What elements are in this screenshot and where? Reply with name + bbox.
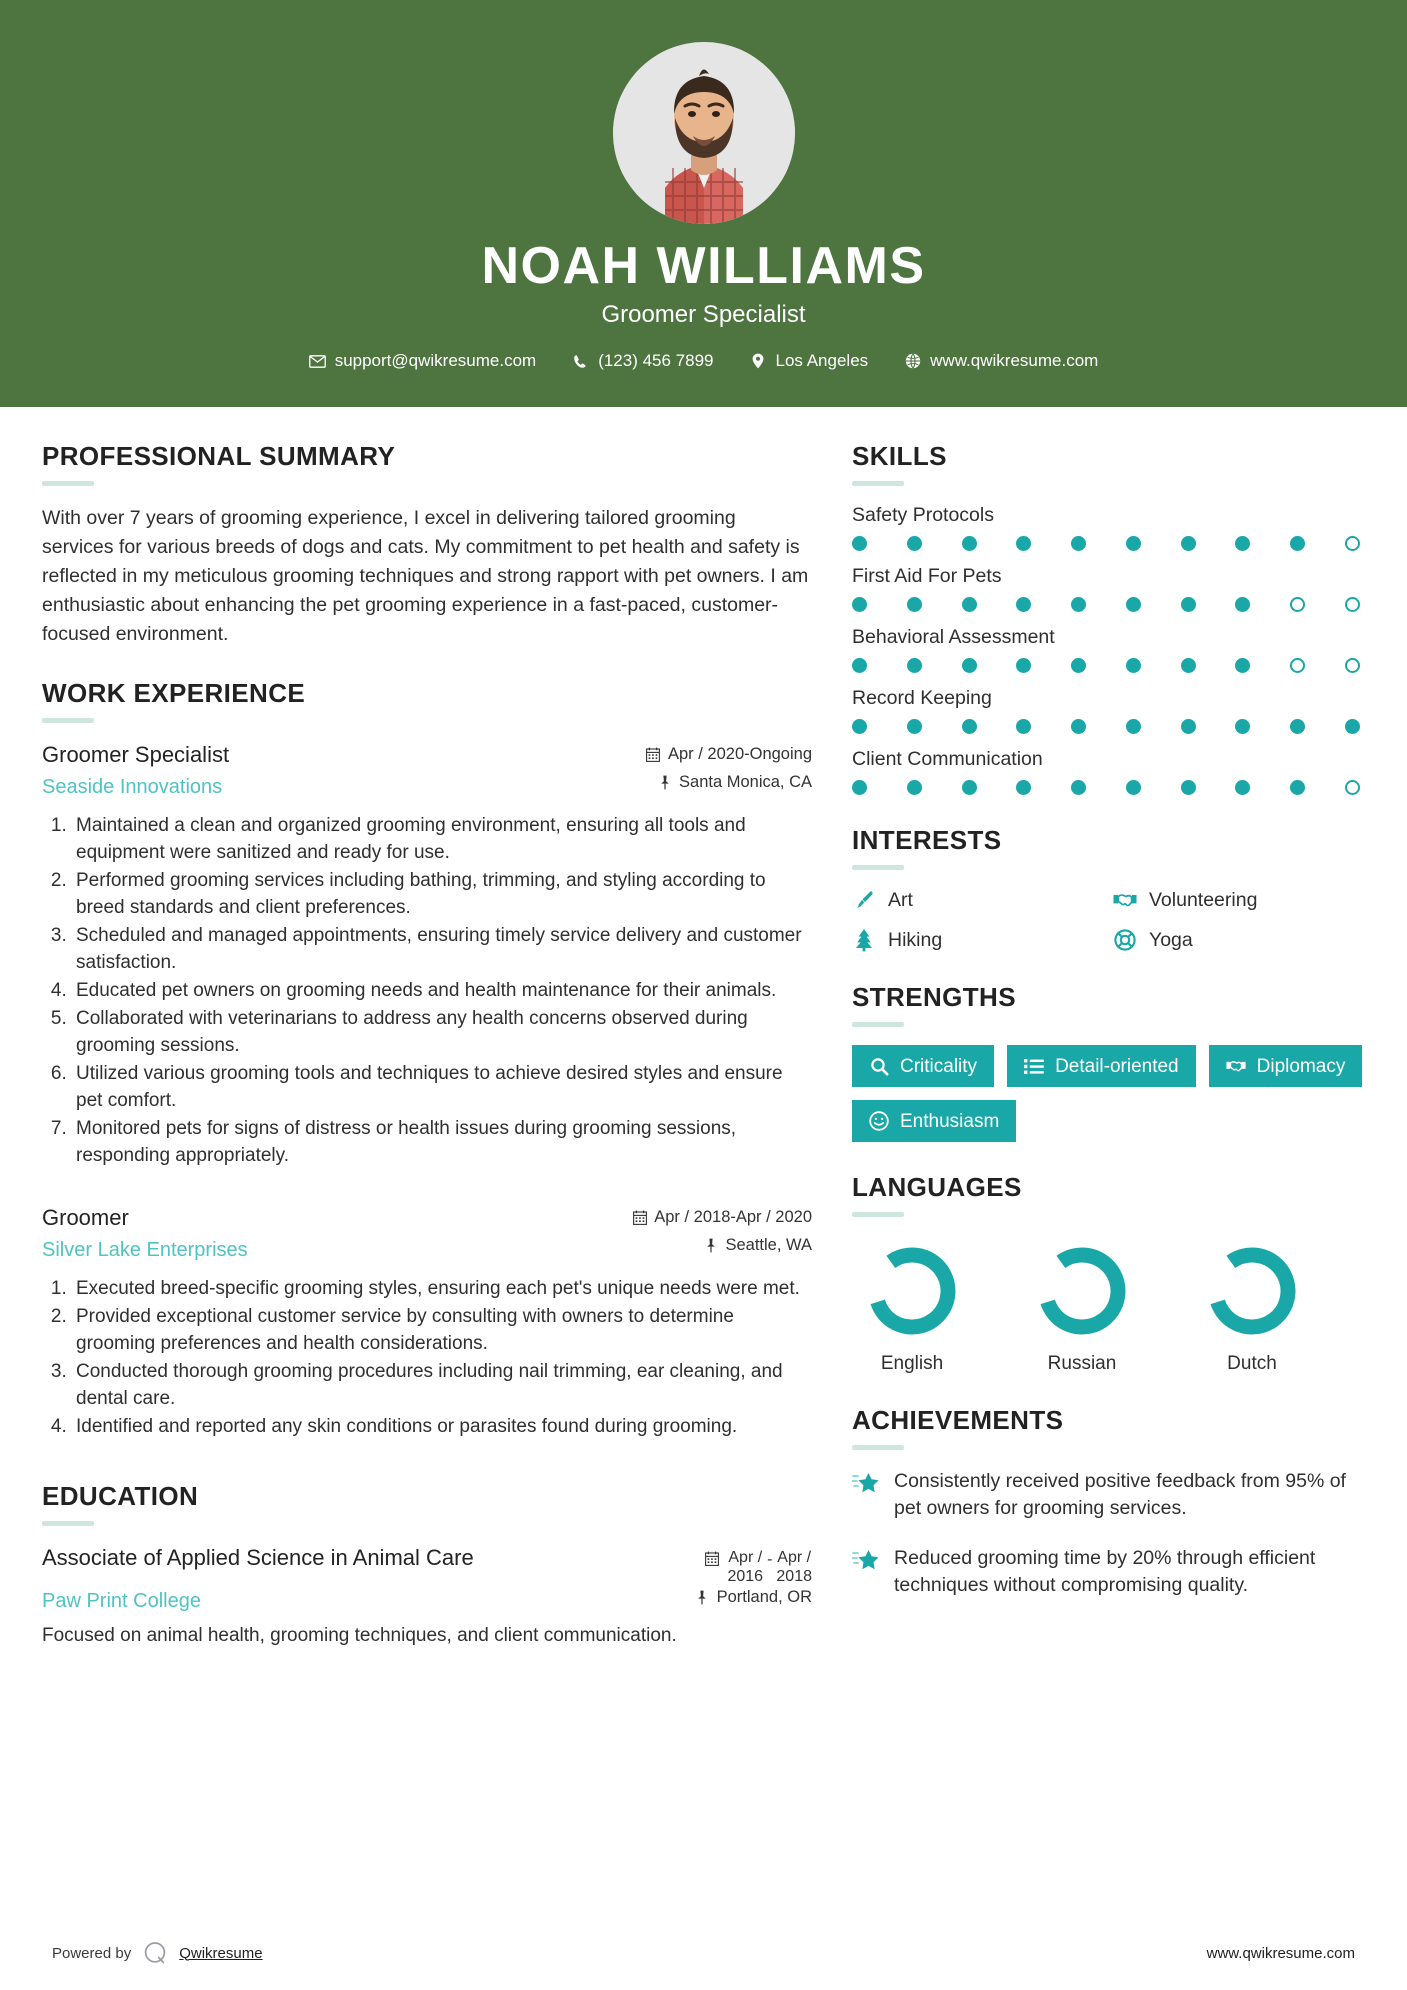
- work-location: [646, 773, 812, 792]
- language-label: Russian: [1047, 1353, 1117, 1375]
- list-item: 2. Performed grooming services including bathing, trimming, and styling according to breed standards and client preferences.: [72, 868, 812, 922]
- skill-dot-empty: [1345, 597, 1360, 612]
- smiley-icon: [869, 1111, 889, 1131]
- mail-icon: [309, 353, 326, 370]
- education-entry-header: [42, 1544, 812, 1586]
- skill-dot-filled: [1016, 536, 1031, 551]
- skill-dot-empty: [1290, 597, 1305, 612]
- education-school[interactable]: Paw Print College: [42, 1590, 201, 1613]
- section-rule: [42, 1521, 94, 1526]
- language-progress-ring: [1032, 1241, 1132, 1341]
- page-title: NOAH WILLIAMS: [481, 237, 926, 295]
- list-item: 5. Collaborated with veterinarians to address any health concerns observed during grooming sessions.: [72, 1006, 812, 1060]
- skill-item: [852, 748, 1364, 795]
- work-entry-titles: [42, 741, 646, 800]
- education-location: [695, 1588, 812, 1607]
- skill-item: [852, 687, 1364, 734]
- qwikresume-logo-icon: [142, 1940, 168, 1966]
- section-heading: LANGUAGES: [852, 1172, 1022, 1203]
- interest-label: Hiking: [888, 928, 943, 951]
- skill-dot-filled: [1016, 597, 1031, 612]
- skill-dot-filled: [852, 536, 867, 551]
- section-skills: [852, 441, 1364, 795]
- list-item: 6. Utilized various grooming tools and techniques to achieve desired styles and ensure pet comfort.: [72, 1061, 812, 1115]
- skill-dot-filled: [1126, 597, 1141, 612]
- work-entry-header: [42, 1204, 812, 1264]
- contact-website-text: www.qwikresume.com: [930, 351, 1099, 371]
- list-item: 3. Conducted thorough grooming procedures including nail trimming, ear cleaning, and dental care.: [72, 1359, 812, 1413]
- skill-dot-filled: [1126, 780, 1141, 795]
- interest-label: Yoga: [1149, 928, 1193, 951]
- work-bullets: [72, 1276, 812, 1441]
- footer-brand-link[interactable]: Qwikresume: [179, 1944, 263, 1962]
- skill-dot-filled: [907, 719, 922, 734]
- work-dates-text: Apr / 2018-Apr / 2020: [654, 1208, 812, 1227]
- section-rule: [42, 481, 94, 486]
- tree-icon: [852, 928, 876, 952]
- interest-item-yoga: [1113, 928, 1364, 952]
- achievement-text: Consistently received positive feedback from 95% of pet owners for grooming services.: [894, 1470, 1346, 1520]
- section-heading: EDUCATION: [42, 1480, 199, 1511]
- skill-item: [852, 565, 1364, 612]
- language-progress-ring: [862, 1241, 962, 1341]
- education-start-month: Apr /: [728, 1548, 763, 1566]
- list-item: 2. Provided exceptional customer service by consulting with owners to determine grooming preferences and health considerations.: [72, 1304, 812, 1358]
- achievement-item: [852, 1545, 1364, 1600]
- paintbrush-icon: [852, 888, 876, 912]
- skill-dot-filled: [1126, 658, 1141, 673]
- work-organization[interactable]: Seaside Innovations: [42, 776, 223, 799]
- skill-dot-filled: [1181, 658, 1196, 673]
- education-date-dash: -: [767, 1550, 773, 1568]
- language-item-dutch: [1192, 1241, 1312, 1375]
- skill-dot-empty: [1290, 658, 1305, 673]
- section-education: [42, 1481, 812, 1650]
- skill-dot-filled: [1071, 780, 1086, 795]
- skill-rating: [852, 658, 1364, 673]
- location-pin-icon: [750, 353, 767, 370]
- contact-location-text: Los Angeles: [775, 351, 869, 371]
- handshake-icon: [1113, 888, 1137, 912]
- section-achievements: [852, 1405, 1364, 1599]
- skill-dot-filled: [1016, 719, 1031, 734]
- work-entry-meta: [632, 1204, 812, 1264]
- list-item: 7. Monitored pets for signs of distress or health issues during grooming sessions, responding appropriately.: [72, 1116, 812, 1170]
- skill-dot-filled: [1126, 536, 1141, 551]
- strength-chip-enthusiasm[interactable]: [852, 1100, 1016, 1142]
- education-degree: Associate of Applied Science in Animal Care: [42, 1544, 474, 1570]
- language-label: English: [880, 1353, 944, 1375]
- skill-dot-filled: [1071, 658, 1086, 673]
- skill-label: Safety Protocols: [852, 504, 994, 527]
- strength-list: [852, 1045, 1364, 1142]
- section-strengths: [852, 982, 1364, 1142]
- skill-dot-filled: [1235, 719, 1250, 734]
- skill-dot-filled: [907, 658, 922, 673]
- list-item: 1. Maintained a clean and organized grooming environment, ensuring all tools and equipment were sanitized and ready for use.: [72, 813, 812, 867]
- strength-label: Diplomacy: [1256, 1055, 1346, 1077]
- strength-chip-criticality[interactable]: [852, 1045, 994, 1087]
- resume-header: [0, 0, 1407, 407]
- list-icon: [1024, 1056, 1044, 1076]
- education-dates: [705, 1548, 812, 1586]
- skill-dot-filled: [907, 597, 922, 612]
- section-languages: [852, 1172, 1364, 1375]
- strength-label: Detail-oriented: [1055, 1055, 1179, 1077]
- skill-dot-filled: [1016, 780, 1031, 795]
- skill-rating: [852, 780, 1364, 795]
- contact-phone[interactable]: [572, 351, 713, 371]
- skill-dot-filled: [1181, 597, 1196, 612]
- left-column: [42, 441, 812, 1680]
- education-meta: [705, 1544, 812, 1586]
- education-end-month: Apr /: [777, 1548, 812, 1566]
- job-title: Groomer Specialist: [601, 301, 806, 329]
- education-start-date: [727, 1548, 763, 1586]
- skill-dot-filled: [1071, 536, 1086, 551]
- work-dates: [632, 1208, 812, 1227]
- skill-rating: [852, 536, 1364, 551]
- calendar-icon: [646, 747, 661, 762]
- section-professional-summary: [42, 441, 812, 648]
- strength-label: Criticality: [900, 1055, 978, 1077]
- work-role: Groomer: [42, 1205, 129, 1231]
- work-bullets: [72, 813, 812, 1170]
- education-school-row: [42, 1588, 812, 1614]
- work-location-text: Seattle, WA: [725, 1236, 812, 1255]
- handshake-icon: [1226, 1056, 1246, 1076]
- interest-item-volunteering: [1113, 888, 1364, 912]
- skill-dot-empty: [1345, 780, 1360, 795]
- work-organization[interactable]: Silver Lake Enterprises: [42, 1238, 248, 1261]
- skill-rating: [852, 719, 1364, 734]
- contact-email-text: support@qwikresume.com: [334, 351, 537, 371]
- strength-label: Enthusiasm: [900, 1110, 1000, 1132]
- section-rule: [852, 1445, 904, 1450]
- resume-body: [0, 407, 1407, 1680]
- pushpin-icon: [657, 775, 672, 790]
- section-heading: WORK EXPERIENCE: [42, 678, 306, 709]
- work-role: Groomer Specialist: [42, 742, 230, 768]
- interest-item-hiking: [852, 928, 1103, 952]
- skill-dot-filled: [962, 719, 977, 734]
- skill-label: First Aid For Pets: [852, 565, 1002, 588]
- skill-dot-filled: [962, 658, 977, 673]
- education-end-date: [776, 1548, 812, 1586]
- skill-dot-filled: [962, 780, 977, 795]
- achievement-item: [852, 1468, 1364, 1523]
- work-dates-text: Apr / 2020-Ongoing: [667, 745, 812, 764]
- calendar-icon: [705, 1551, 719, 1571]
- contact-row: [0, 351, 1407, 371]
- skill-label: Record Keeping: [852, 687, 992, 710]
- language-item-russian: [1022, 1241, 1142, 1375]
- contact-website[interactable]: [904, 351, 1098, 371]
- globe-icon: [904, 353, 921, 370]
- work-dates: [646, 745, 812, 764]
- achievement-text: Reduced grooming time by 20% through efficient techniques without compromising quality.: [894, 1546, 1316, 1597]
- contact-location: [750, 351, 869, 371]
- interest-list: [852, 888, 1364, 952]
- skill-dot-filled: [1235, 780, 1250, 795]
- language-item-english: [852, 1241, 972, 1375]
- list-item: 1. Executed breed-specific grooming styles, ensuring each pet's unique needs were met.: [72, 1276, 812, 1303]
- education-school-wrap: [42, 1588, 695, 1614]
- work-entry-meta: [646, 741, 812, 801]
- pushpin-icon: [695, 1590, 710, 1605]
- section-rule: [852, 1212, 904, 1217]
- page-footer: [0, 1940, 1407, 1966]
- interest-item-art: [852, 888, 1103, 912]
- skill-label: Behavioral Assessment: [852, 626, 1055, 649]
- shooting-star-icon: [852, 1471, 880, 1499]
- language-progress-ring: [1202, 1241, 1302, 1341]
- avatar: [613, 42, 795, 224]
- section-work-experience: [42, 678, 812, 1440]
- skill-item: [852, 504, 1364, 551]
- interest-label: Volunteering: [1149, 888, 1258, 911]
- skill-dot-filled: [1181, 536, 1196, 551]
- section-heading: STRENGTHS: [852, 982, 1016, 1013]
- work-entry: [42, 741, 812, 1170]
- skill-dot-filled: [1235, 658, 1250, 673]
- section-rule: [42, 718, 94, 723]
- footer-powered-by: [52, 1940, 263, 1966]
- skill-dot-filled: [1016, 658, 1031, 673]
- skill-dot-filled: [852, 597, 867, 612]
- shooting-star-icon: [852, 1548, 880, 1576]
- skill-dot-filled: [907, 536, 922, 551]
- skill-item: [852, 626, 1364, 673]
- language-list: [852, 1235, 1364, 1375]
- pushpin-icon: [703, 1238, 718, 1253]
- footer-website[interactable]: www.qwikresume.com: [1206, 1944, 1355, 1962]
- education-location-wrap: [695, 1588, 812, 1607]
- education-entry: [42, 1544, 812, 1650]
- education-description: Focused on animal health, grooming techniques, and client communication.: [42, 1625, 677, 1647]
- calendar-icon: [632, 1210, 647, 1225]
- skill-dot-filled: [1071, 597, 1086, 612]
- phone-icon: [572, 353, 589, 370]
- skill-dot-filled: [852, 780, 867, 795]
- right-column: [852, 441, 1364, 1629]
- skill-dot-filled: [852, 719, 867, 734]
- skill-dot-empty: [1345, 536, 1360, 551]
- skill-dot-filled: [1290, 536, 1305, 551]
- skill-dot-filled: [1290, 719, 1305, 734]
- language-label: Dutch: [1227, 1353, 1277, 1375]
- summary-text: With over 7 years of grooming experience, I excel in delivering tailored grooming services for various breeds of dogs and cats. My commitment to pet health and safety is reflected in my meticulous grooming techniques and strong rapport with pet owners. I am enthusiastic about enhancing the pet grooming experience in a fast-paced, customer-focused environment.: [42, 507, 809, 645]
- contact-email[interactable]: [309, 351, 537, 371]
- skill-dot-filled: [1071, 719, 1086, 734]
- skill-rating: [852, 597, 1364, 612]
- work-location-text: Santa Monica, CA: [679, 773, 812, 792]
- section-rule: [852, 481, 904, 486]
- avatar-photo-icon: [613, 42, 795, 224]
- education-end-year: 2018: [776, 1568, 812, 1586]
- work-entry: [42, 1204, 812, 1441]
- skill-dot-filled: [907, 780, 922, 795]
- education-titles: [42, 1544, 542, 1577]
- lifebuoy-icon: [1113, 928, 1137, 952]
- skill-dot-filled: [852, 658, 867, 673]
- skill-dot-filled: [1181, 719, 1196, 734]
- section-rule: [852, 1022, 904, 1027]
- section-heading: PROFESSIONAL SUMMARY: [42, 441, 396, 472]
- section-interests: [852, 825, 1364, 952]
- skill-dot-filled: [962, 536, 977, 551]
- strength-chip-detail-oriented[interactable]: [1007, 1045, 1196, 1087]
- work-entry-titles: [42, 1204, 632, 1263]
- list-item: 4. Identified and reported any skin conditions or parasites found during grooming.: [72, 1414, 812, 1441]
- work-entry-header: [42, 741, 812, 801]
- skill-dot-filled: [1345, 719, 1360, 734]
- search-icon: [869, 1056, 889, 1076]
- skill-dot-filled: [1126, 719, 1141, 734]
- strength-chip-diplomacy[interactable]: [1209, 1045, 1363, 1087]
- section-heading: INTERESTS: [852, 825, 1002, 856]
- skill-dot-filled: [1235, 597, 1250, 612]
- list-item: 3. Scheduled and managed appointments, ensuring timely service delivery and customer satisfaction.: [72, 923, 812, 977]
- list-item: 4. Educated pet owners on grooming needs and health maintenance for their animals.: [72, 978, 812, 1005]
- footer-powered-label: Powered by: [52, 1944, 132, 1962]
- skill-dot-filled: [962, 597, 977, 612]
- skill-label: Client Communication: [852, 748, 1043, 771]
- education-start-year: 2016: [727, 1568, 764, 1586]
- skill-dot-filled: [1290, 780, 1305, 795]
- education-location-text: Portland, OR: [716, 1588, 812, 1607]
- contact-phone-text: (123) 456 7899: [598, 351, 714, 371]
- skill-dot-filled: [1235, 536, 1250, 551]
- section-rule: [852, 865, 904, 870]
- skill-dot-filled: [1181, 780, 1196, 795]
- skill-dot-empty: [1345, 658, 1360, 673]
- work-location: [632, 1236, 812, 1255]
- section-heading: SKILLS: [852, 441, 947, 472]
- section-heading: ACHIEVEMENTS: [852, 1405, 1064, 1436]
- interest-label: Art: [888, 888, 913, 911]
